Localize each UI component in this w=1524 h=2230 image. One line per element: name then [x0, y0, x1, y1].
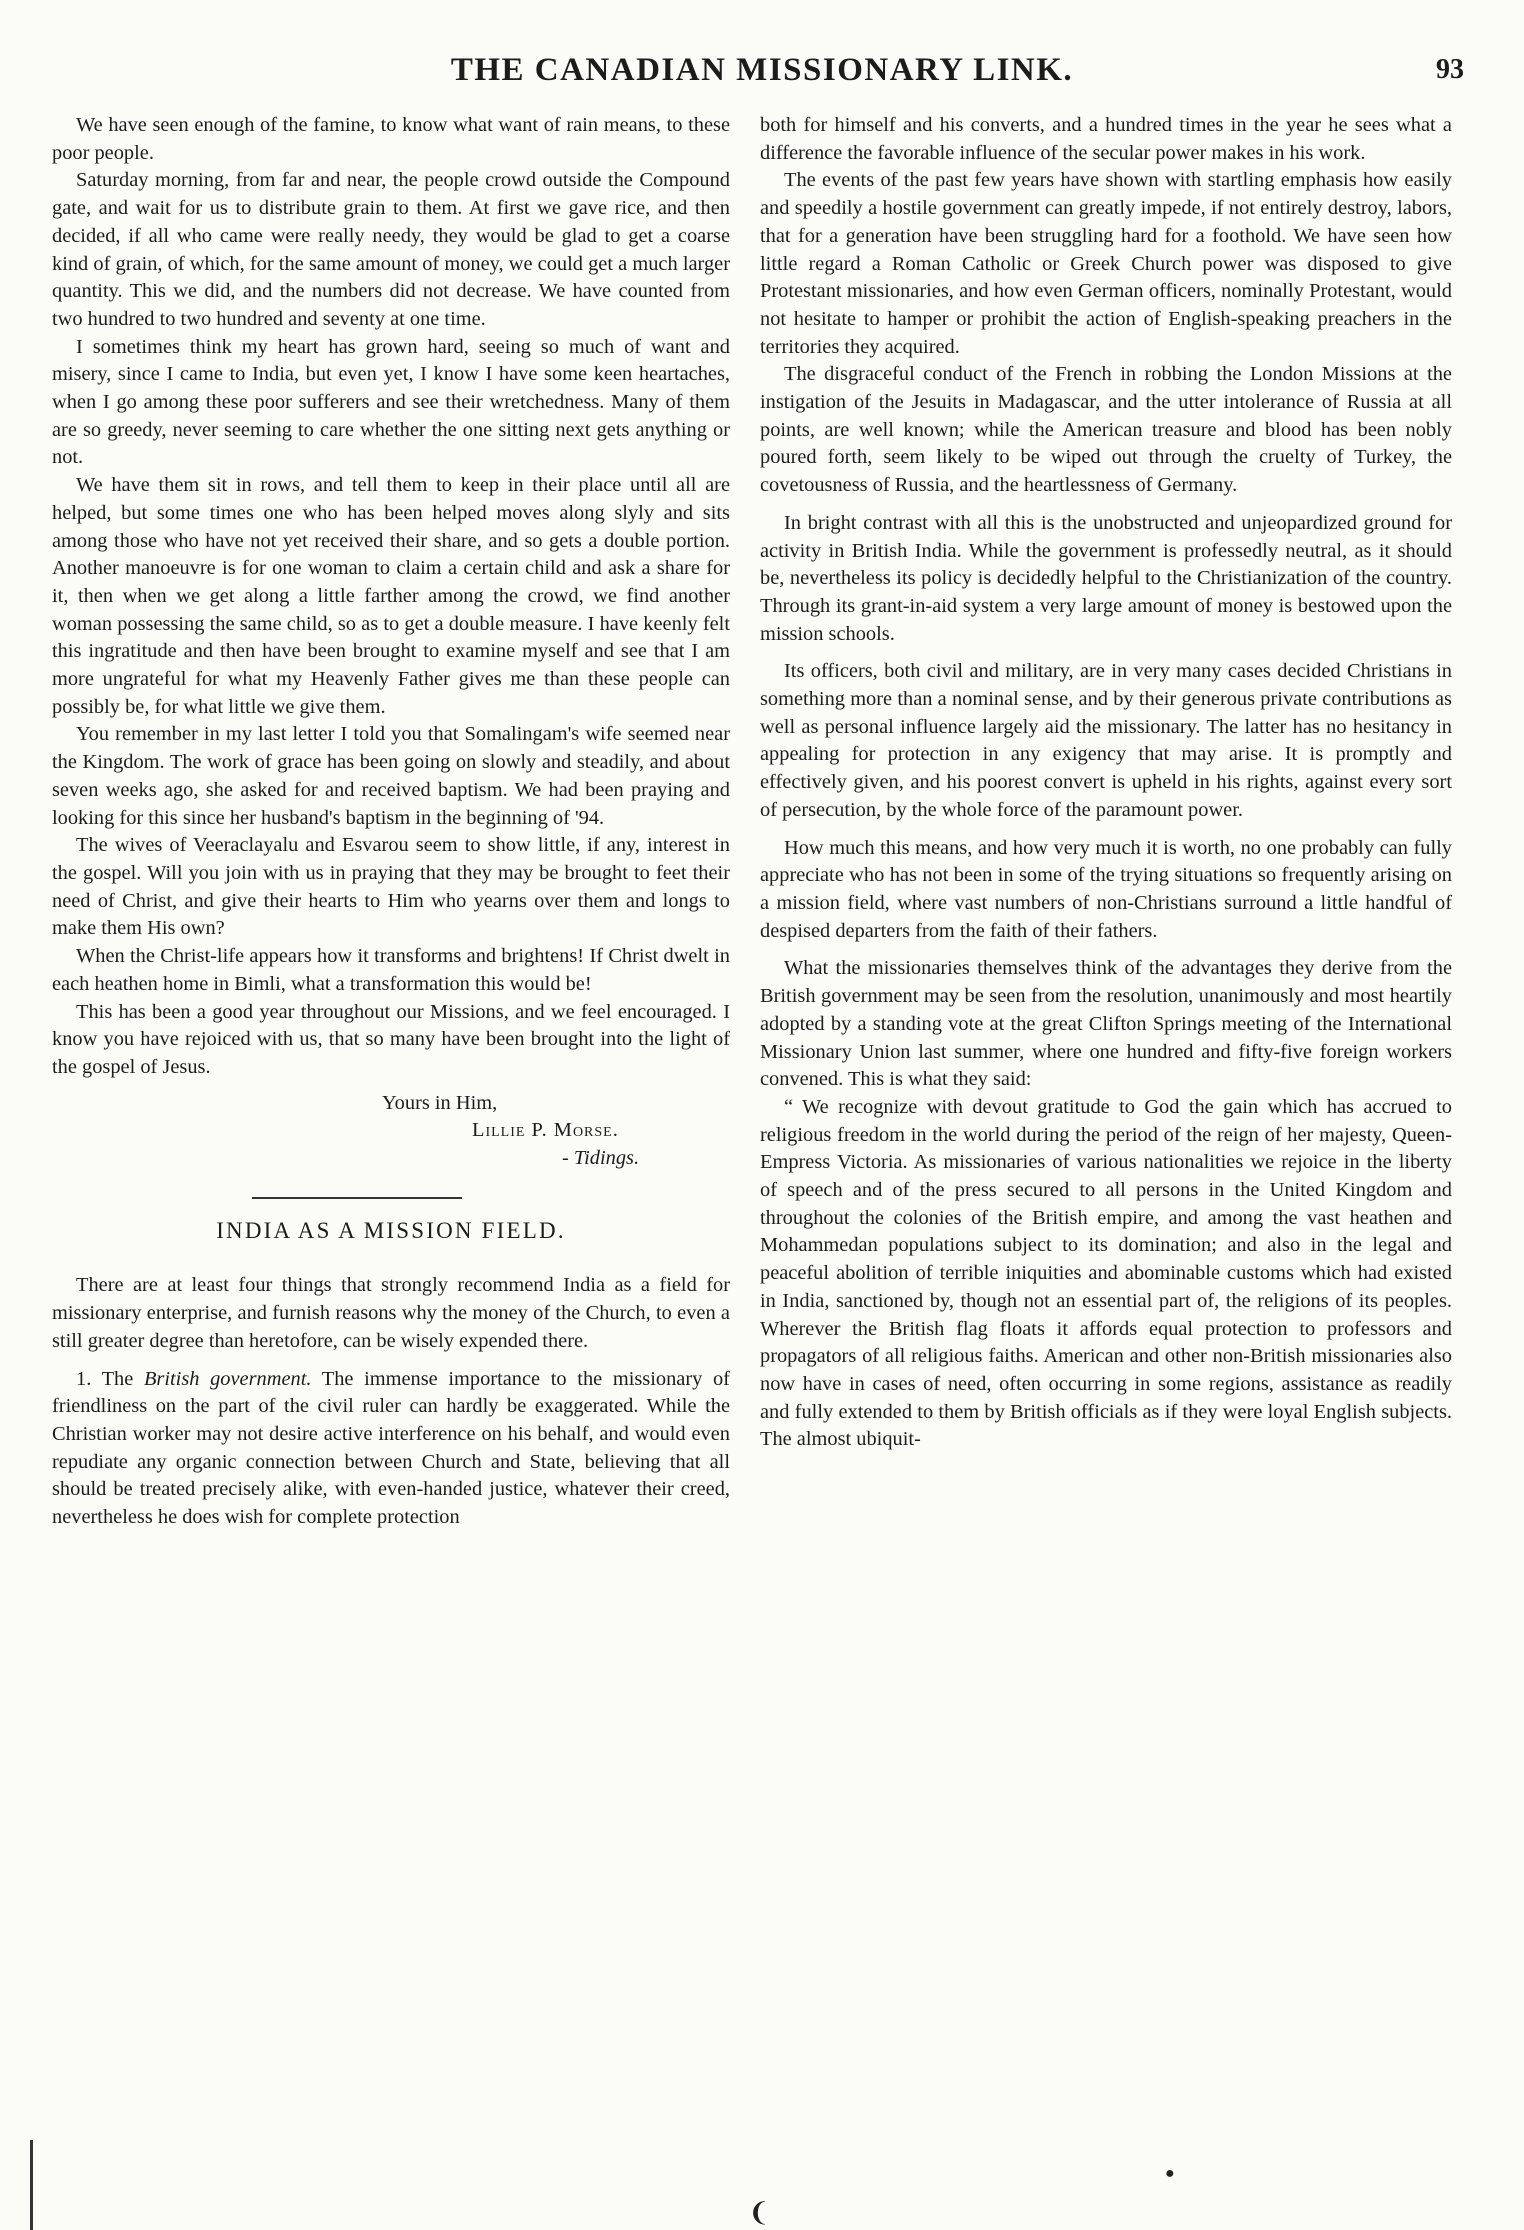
paragraph: This has been a good year throughout our Missions, and we feel encouraged. I know you have rejoiced with us, that so many have been brought into the light of the gospel of Jesus. [52, 1000, 730, 1078]
paragraph: We have them sit in rows, and tell them to keep in their place until all are helped, but some times one who has been helped moves along slyly and sits among those who have not yet received their share, and so gets a double portion. Another manoeuvre is for one woman to claim a certain child and ask a share for it, then when we get along a little farther among the crowd, we find another woman possessing the same child, so as to get a double measure. I have keenly felt this ingratitude and then have been brought to examine myself and see that I am more ungrateful for what my Heavenly Father gives me than these people can possibly be, for what little we give them. [52, 474, 730, 718]
paragraph-point-1 [52, 1366, 730, 1532]
signoff-source: - Tidings. [562, 1147, 640, 1170]
paragraph: There are at least four things that strongly recommend India as a field for missionary enterprise, and furnish reasons why the money of the Church, to even a still greater degree than heretofore, can be wisely expended there. [52, 1274, 730, 1352]
letter-signoff [52, 1090, 730, 1173]
point-lead: 1. The [76, 1367, 144, 1390]
paragraph: We have seen enough of the famine, to know what want of rain means, to these poor people. [52, 114, 730, 164]
publication-title: THE CANADIAN MISSIONARY LINK. [450, 52, 1074, 88]
ink-mark: ❨ [748, 2198, 770, 2227]
point-heading: British government. [143, 1367, 312, 1390]
point-text: The immense importance to the missionary of friendliness on the part of the civil ruler can hardly be exaggerated. While the Christian worker may not desire active interference on his behalf, and would even repudiate any organic connection between Church and State, believing that all should be treated precisely alike, with even-handed justice, whatever their creed, nevertheless he does wish for complete protection [52, 1367, 730, 1529]
section-divider [252, 1197, 462, 1199]
paragraph: The disgraceful conduct of the French in robbing the London Missions at the instigation of the Jesuits in Madagascar, and the utter intolerance of Russia at all points, are well known; while the American treasure and blood has been nobly poured forth, seem likely to be wiped out through the cruelty of Turkey, the covetousness of Russia, and the heartlessness of Germany. [760, 363, 1452, 497]
paragraph: You remember in my last letter I told you that Somalingam's wife seemed near the Kingdom. The work of grace has been going on slowly and steadily, and about seven weeks ago, she asked for and received baptism. We had been praying and looking for this since her husband's baptism in the beginning of '94. [52, 723, 730, 829]
right-column [760, 112, 1452, 1454]
signoff-name: Lillie P. Morse. [472, 1119, 619, 1142]
left-column [52, 112, 730, 1532]
paragraph: When the Christ-life appears how it transforms and brightens! If Christ dwelt in each heathen home in Bimli, what a transformation this would be! [52, 945, 730, 995]
paragraph: “ We recognize with devout gratitude to God the gain which has accrued to religious freedom in the world during the period of the reign of her majesty, Queen-Empress Victoria. As missionaries of various nationalities we rejoice in the liberty of speech and of the press secured to all persons in the United Kingdom and throughout the colonies of the British empire, and among the vast heathen and Mohammedan populations subject to its domination; and also in the legal and peaceful abolition of terrible iniquities and abominable customs which had existed in India, sanctioned by, though not an essential part of, the religions of its peoples. Wherever the British flag floats it affords equal protection to professors and propagators of all religious faiths. American and other non-British missionaries also now have in cases of need, often occurring in some regions, assistance as readily and fully extended to them by British officials as if they were loyal English subjects. The almost ubiquit- [760, 1095, 1452, 1451]
paragraph: The events of the past few years have shown with startling emphasis how easily and speedily a hostile government can greatly impede, if not entirely destroy, labors, that for a generation have been struggling hard for a foothold. We have seen how little regard a Roman Catholic or Greek Church power was disposed to give Protestant missionaries, and how even German officers, nominally Protestant, would not hesitate to hamper or prohibit the action of English-speaking preachers in the territories they acquired. [760, 169, 1452, 358]
paragraph: How much this means, and how very much it is worth, no one probably can fully appreciate who has not been in some of the trying situations so frequently arising on a mission field, where vast numbers of non-Christians surround a little handful of despised departers from the faith of their fathers. [760, 836, 1452, 942]
ink-speck: ● [1165, 2165, 1175, 2182]
page-edge-mark [30, 2140, 33, 2230]
paragraph: The wives of Veeraclayalu and Esvarou seem to show little, if any, interest in the gospel. Will you join with us in praying that they may be brought to feet their need of Christ, and give their hearts to Him who yearns over them and longs to make them His own? [52, 834, 730, 940]
paragraph: both for himself and his converts, and a hundred times in the year he sees what a difference the favorable influence of the secular power makes in his work. [760, 114, 1452, 164]
page-number: 93 [1436, 54, 1464, 85]
paragraph: Saturday morning, from far and near, the people crowd outside the Compound gate, and wait for us to distribute grain to them. At first we gave rice, and then decided, if all who came were really needy, they would be glad to get a coarse kind of grain, of which, for the same amount of money, we could get a much larger quantity. This we did, and the numbers did not decrease. We have counted from two hundred to two hundred and seventy at one time. [52, 169, 730, 330]
page-header [60, 52, 1464, 104]
paragraph: I sometimes think my heart has grown hard, seeing so much of want and misery, since I came to India, but even yet, I know I have some keen heartaches, when I go among these poor sufferers and see their wretchedness. Many of them are so greedy, never seeming to care whether the one sitting next gets anything or not. [52, 335, 730, 469]
paragraph: What the missionaries themselves think of the advantages they derive from the British government may be seen from the resolution, unanimously and most heartily adopted by a standing vote at the great Clifton Springs meeting of the International Missionary Union last summer, where one hundred and fifty-five foreign workers convened. This is what they said: [760, 957, 1452, 1091]
section-title: INDIA AS A MISSION FIELD. [216, 1217, 566, 1243]
paragraph: In bright contrast with all this is the unobstructed and unjeopardized ground for activity in British India. While the government is professedly neutral, as it should be, nevertheless its policy is decidedly helpful to the Christianization of the country. Through its grant-in-aid system a very large amount of money is bestowed upon the mission schools. [760, 511, 1452, 645]
paragraph: Its officers, both civil and military, are in very many cases decided Christians in something more than a nominal sense, and by their generous private contributions as well as personal influence largely aid the missionary. The latter has no hesitancy in appealing for protection in any exigency that may arise. It is promptly and effectively given, and his poorest convert is upheld in his rights, against every sort of persecution, by the whole force of the paramount power. [760, 660, 1452, 821]
signoff-closing: Yours in Him, [382, 1091, 498, 1114]
